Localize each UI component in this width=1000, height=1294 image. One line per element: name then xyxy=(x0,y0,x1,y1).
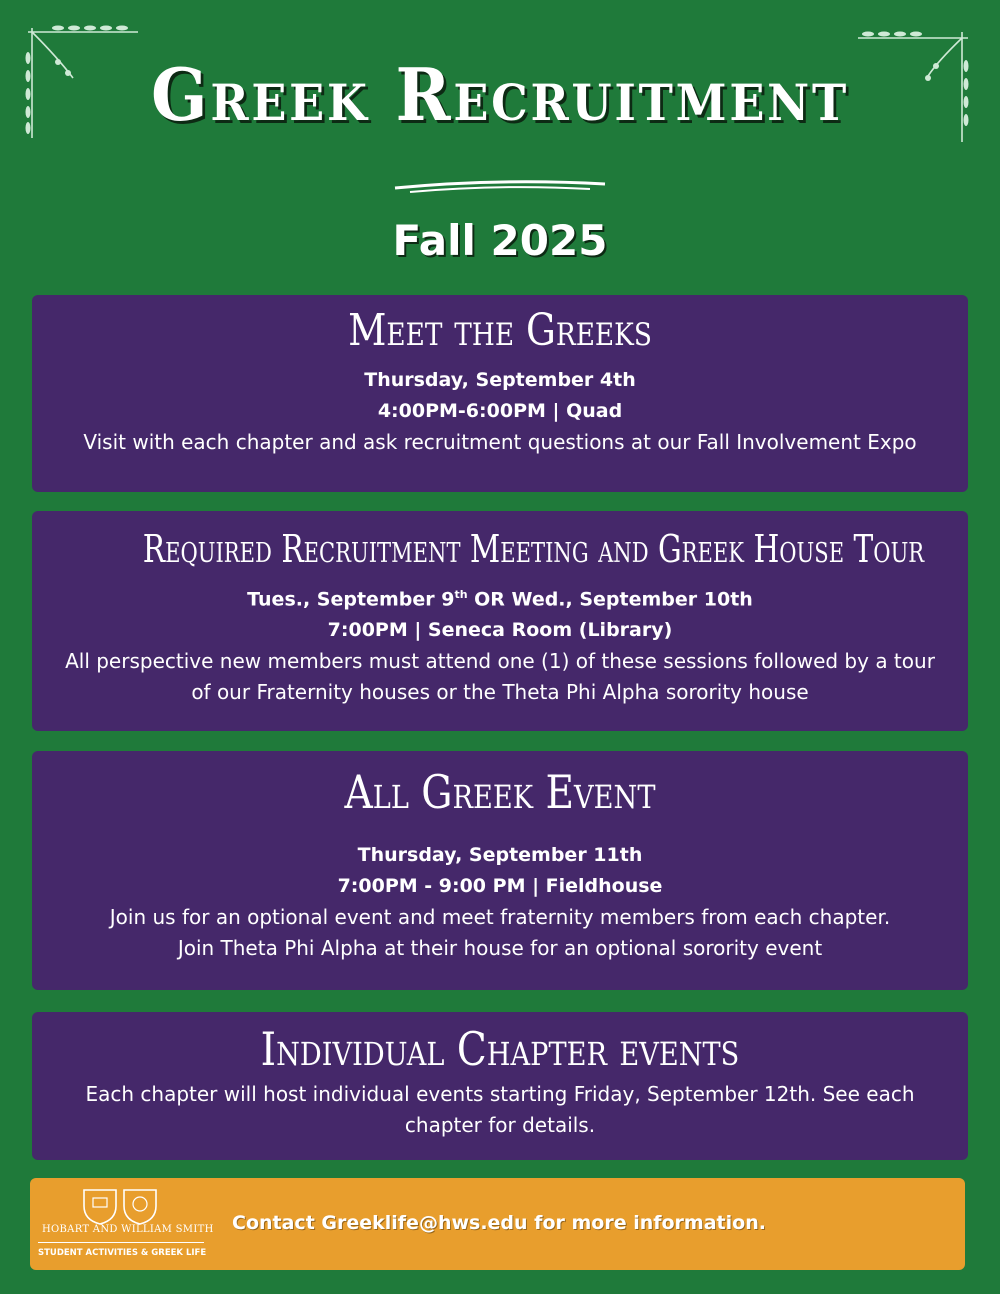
event-title: Meet the Greeks xyxy=(348,305,652,356)
event-description-line1: All perspective new members must attend one (1) of these sessions followed by a tour xyxy=(65,649,935,674)
event-description-line2: Join Theta Phi Alpha at their house for an optional sorority event xyxy=(177,935,823,960)
contact-footer xyxy=(30,1178,965,1270)
logo-department-name: STUDENT ACTIVITIES & GREEK LIFE xyxy=(38,1248,207,1258)
subtitle: Fall 2025 xyxy=(392,216,608,265)
event-card-individual-chapter xyxy=(32,1012,968,1160)
event-time-place: 7:00PM - 9:00 PM | Fieldhouse xyxy=(337,874,663,897)
event-card-meet-the-greeks xyxy=(32,295,968,492)
event-date: Thursday, September 11th xyxy=(357,843,643,866)
contact-info: Contact Greeklife@hws.edu for more information. xyxy=(232,1212,766,1234)
event-description: Visit with each chapter and ask recruitment questions at our Fall Involvement Expo xyxy=(83,430,917,455)
event-time-place: 7:00PM | Seneca Room (Library) xyxy=(327,619,673,642)
swoosh-divider-icon xyxy=(390,176,610,196)
event-date-part2: OR Wed., September 10th xyxy=(467,588,753,611)
event-description-line1: Join us for an optional event and meet fraternity members from each chapter. xyxy=(109,904,891,929)
hws-shields-logo-icon xyxy=(80,1186,250,1226)
event-date-part1: Tues., September 9 xyxy=(247,588,455,611)
page-title: Greek Recruitment xyxy=(151,52,849,137)
event-description-line2: chapter for details. xyxy=(404,1112,596,1137)
event-title: All Greek Event xyxy=(344,765,656,819)
event-date xyxy=(42,579,958,615)
logo-institution-name: HOBART AND WILLIAM SMITH xyxy=(42,1224,214,1235)
event-title: Required Recruitment Meeting and Greek House Tour xyxy=(142,527,925,571)
event-title: Individual Chapter events xyxy=(260,1022,740,1076)
event-date-suffix: th xyxy=(454,587,468,601)
event-description-line1: Each chapter will host individual events starting Friday, September 12th. See each xyxy=(85,1081,915,1106)
event-card-all-greek xyxy=(32,751,968,990)
event-date: Thursday, September 4th xyxy=(364,369,636,392)
event-time-place: 4:00PM-6:00PM | Quad xyxy=(377,400,623,423)
event-description-line2: of our Fraternity houses or the Theta Phi Alpha sorority house xyxy=(191,680,809,705)
logo-divider xyxy=(38,1242,204,1243)
event-card-required-meeting xyxy=(32,511,968,731)
